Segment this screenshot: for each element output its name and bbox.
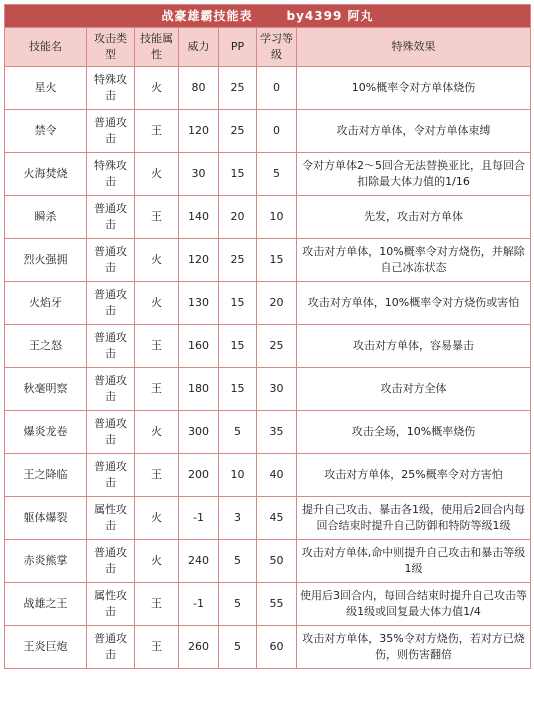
cell-name: 禁令	[5, 110, 87, 153]
cell-type: 普通攻击	[87, 325, 135, 368]
cell-level: 60	[257, 626, 297, 669]
cell-type: 普通攻击	[87, 110, 135, 153]
cell-power: -1	[179, 497, 219, 540]
cell-attr: 火	[135, 282, 179, 325]
cell-level: 5	[257, 153, 297, 196]
table-row	[5, 153, 531, 196]
cell-attr: 火	[135, 497, 179, 540]
cell-level: 55	[257, 583, 297, 626]
cell-name: 星火	[5, 67, 87, 110]
cell-level: 10	[257, 196, 297, 239]
cell-attr: 王	[135, 110, 179, 153]
cell-type: 普通攻击	[87, 411, 135, 454]
cell-effect: 攻击对方单体，10%概率令对方烧伤或害怕	[297, 282, 531, 325]
table-row	[5, 497, 531, 540]
cell-type: 普通攻击	[87, 626, 135, 669]
cell-attr: 王	[135, 196, 179, 239]
cell-effect: 使用后3回合内，每回合结束时提升自己攻击等级1级或回复最大体力值1/4	[297, 583, 531, 626]
cell-type: 特殊攻击	[87, 153, 135, 196]
cell-type: 属性攻击	[87, 497, 135, 540]
cell-power: 260	[179, 626, 219, 669]
table-row	[5, 325, 531, 368]
cell-power: 120	[179, 239, 219, 282]
cell-pp: 5	[219, 583, 257, 626]
cell-effect: 提升自己攻击、暴击各1级，使用后2回合内每回合结束时提升自己防御和特防等级1级	[297, 497, 531, 540]
cell-effect: 攻击对方单体，10%概率令对方烧伤，并解除自己冰冻状态	[297, 239, 531, 282]
skill-table-frame	[4, 4, 530, 669]
cell-pp: 25	[219, 67, 257, 110]
table-row	[5, 282, 531, 325]
cell-effect: 先发，攻击对方单体	[297, 196, 531, 239]
cell-attr: 火	[135, 67, 179, 110]
table-row	[5, 110, 531, 153]
header-attr: 技能属性	[135, 28, 179, 67]
cell-level: 30	[257, 368, 297, 411]
cell-pp: 3	[219, 497, 257, 540]
cell-type: 普通攻击	[87, 196, 135, 239]
cell-type: 普通攻击	[87, 454, 135, 497]
cell-effect: 攻击对方单体，35%令对方烧伤，若对方已烧伤，则伤害翻倍	[297, 626, 531, 669]
cell-name: 王之怒	[5, 325, 87, 368]
cell-pp: 20	[219, 196, 257, 239]
table-row	[5, 540, 531, 583]
cell-effect: 令对方单体2～5回合无法替换亚比，且每回合扣除最大体力值的1/16	[297, 153, 531, 196]
cell-pp: 5	[219, 626, 257, 669]
cell-pp: 25	[219, 110, 257, 153]
table-row	[5, 196, 531, 239]
table-row	[5, 239, 531, 282]
table-row	[5, 454, 531, 497]
table-body	[5, 67, 531, 669]
cell-name: 烈火强拥	[5, 239, 87, 282]
cell-pp: 15	[219, 368, 257, 411]
cell-type: 普通攻击	[87, 239, 135, 282]
cell-level: 20	[257, 282, 297, 325]
cell-effect: 攻击对方单体，令对方单体束缚	[297, 110, 531, 153]
cell-effect: 10%概率令对方单体烧伤	[297, 67, 531, 110]
table-row	[5, 583, 531, 626]
cell-name: 爆炎龙卷	[5, 411, 87, 454]
cell-pp: 15	[219, 153, 257, 196]
cell-level: 35	[257, 411, 297, 454]
cell-name: 火海焚烧	[5, 153, 87, 196]
cell-effect: 攻击对方全体	[297, 368, 531, 411]
cell-level: 40	[257, 454, 297, 497]
cell-power: 130	[179, 282, 219, 325]
cell-name: 火焰牙	[5, 282, 87, 325]
cell-level: 0	[257, 110, 297, 153]
cell-power: 200	[179, 454, 219, 497]
cell-effect: 攻击对方单体，容易暴击	[297, 325, 531, 368]
cell-name: 躯体爆裂	[5, 497, 87, 540]
cell-attr: 王	[135, 583, 179, 626]
cell-effect: 攻击全场，10%概率烧伤	[297, 411, 531, 454]
cell-pp: 15	[219, 282, 257, 325]
header-level: 学习等级	[257, 28, 297, 67]
cell-name: 王之降临	[5, 454, 87, 497]
table-row	[5, 67, 531, 110]
cell-power: 160	[179, 325, 219, 368]
skill-table	[4, 4, 531, 669]
cell-level: 50	[257, 540, 297, 583]
cell-name: 瞬杀	[5, 196, 87, 239]
cell-pp: 25	[219, 239, 257, 282]
cell-power: 180	[179, 368, 219, 411]
cell-power: 140	[179, 196, 219, 239]
cell-pp: 5	[219, 540, 257, 583]
cell-attr: 火	[135, 153, 179, 196]
cell-type: 普通攻击	[87, 282, 135, 325]
cell-power: -1	[179, 583, 219, 626]
cell-power: 120	[179, 110, 219, 153]
cell-name: 赤炎熊掌	[5, 540, 87, 583]
cell-power: 300	[179, 411, 219, 454]
cell-name: 秋毫明察	[5, 368, 87, 411]
cell-level: 15	[257, 239, 297, 282]
cell-effect: 攻击对方单体,命中则提升自己攻击和暴击等级1级	[297, 540, 531, 583]
cell-effect: 攻击对方单体，25%概率令对方害怕	[297, 454, 531, 497]
cell-level: 45	[257, 497, 297, 540]
cell-type: 特殊攻击	[87, 67, 135, 110]
cell-pp: 10	[219, 454, 257, 497]
header-type: 攻击类型	[87, 28, 135, 67]
table-title: 战豪雄霸技能表	[161, 9, 253, 23]
cell-type: 普通攻击	[87, 540, 135, 583]
cell-attr: 火	[135, 239, 179, 282]
cell-type: 属性攻击	[87, 583, 135, 626]
cell-level: 25	[257, 325, 297, 368]
cell-power: 240	[179, 540, 219, 583]
cell-pp: 5	[219, 411, 257, 454]
cell-attr: 王	[135, 454, 179, 497]
header-effect: 特殊效果	[297, 28, 531, 67]
cell-attr: 王	[135, 368, 179, 411]
table-title-row	[5, 5, 531, 28]
header-name: 技能名	[5, 28, 87, 67]
cell-name: 王炎巨炮	[5, 626, 87, 669]
cell-power: 30	[179, 153, 219, 196]
header-pp: PP	[219, 28, 257, 67]
cell-attr: 火	[135, 540, 179, 583]
cell-power: 80	[179, 67, 219, 110]
cell-type: 普通攻击	[87, 368, 135, 411]
table-row	[5, 411, 531, 454]
cell-pp: 15	[219, 325, 257, 368]
table-row	[5, 626, 531, 669]
table-author: by4399 阿丸	[286, 9, 374, 23]
cell-level: 0	[257, 67, 297, 110]
cell-attr: 王	[135, 626, 179, 669]
table-header-row	[5, 28, 531, 67]
table-row	[5, 368, 531, 411]
cell-name: 战雄之王	[5, 583, 87, 626]
header-power: 威力	[179, 28, 219, 67]
cell-attr: 火	[135, 411, 179, 454]
cell-attr: 王	[135, 325, 179, 368]
